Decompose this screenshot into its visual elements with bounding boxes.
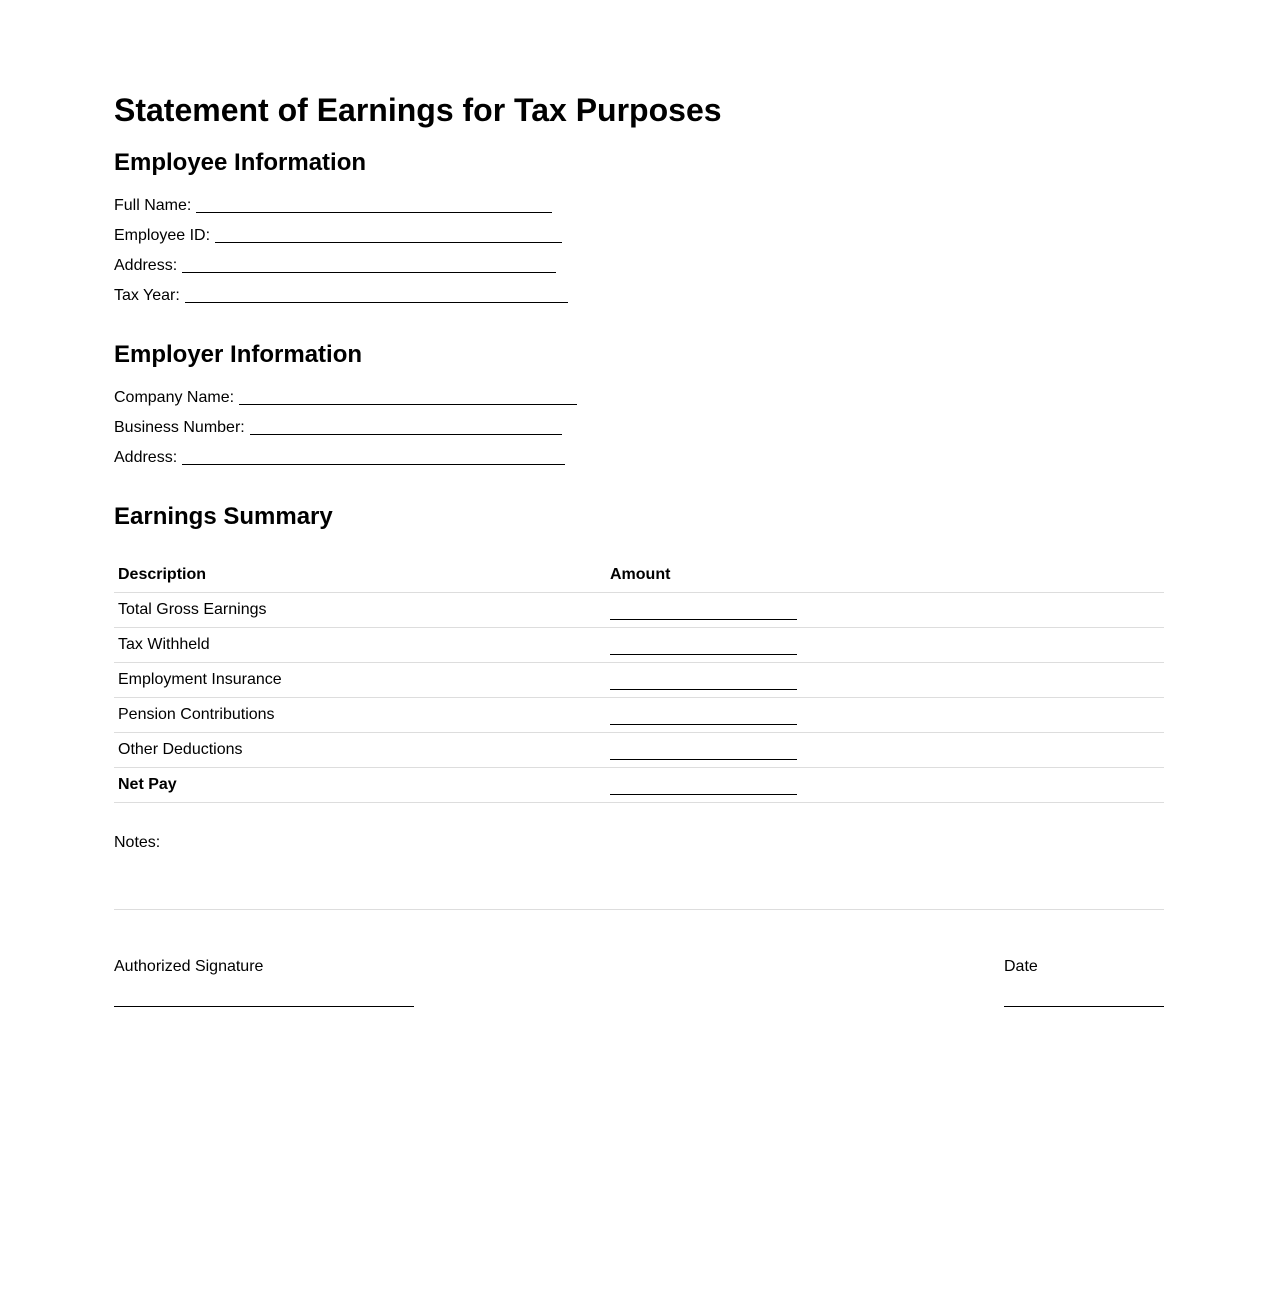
row-description: Other Deductions [114,733,606,768]
authorized-signature-block [114,957,414,1007]
tax-year-row [114,281,1164,311]
employer-heading: Employer Information [114,341,363,368]
employer-fields [114,383,1164,473]
business-number-row [114,413,1164,443]
employer-section [114,339,1164,473]
row-description: Employment Insurance [114,663,606,698]
page-title: Statement of Earnings for Tax Purposes [114,92,722,128]
authorized-signature-label: Authorized Signature [114,958,264,975]
row-amount [606,593,1164,628]
tax-year-label: Tax Year: [114,287,180,304]
employee-section [114,147,1164,311]
other-deductions-amount-field[interactable] [610,745,797,760]
table-row [114,628,1164,663]
business-number-field[interactable] [250,417,562,435]
document-content [114,88,1164,1027]
full-name-label: Full Name: [114,197,192,214]
table-header-row [114,557,1164,593]
earnings-section [114,501,1164,803]
employer-address-label: Address: [114,449,178,466]
table-row [114,768,1164,803]
employer-address-row [114,443,1164,473]
employee-address-row [114,251,1164,281]
employer-address-field[interactable] [182,447,565,465]
row-description: Pension Contributions [114,698,606,733]
tax-withheld-amount-field[interactable] [610,640,797,655]
table-row [114,733,1164,768]
row-amount [606,663,1164,698]
net-pay-amount-field[interactable] [610,780,797,795]
notes-label: Notes: [114,834,161,851]
table-row [114,593,1164,628]
gross-earnings-amount-field[interactable] [610,605,797,620]
authorized-signature-line[interactable] [114,1006,414,1007]
earnings-table [114,557,1164,803]
earnings-heading: Earnings Summary [114,503,333,530]
row-amount [606,698,1164,733]
pension-contributions-amount-field[interactable] [610,710,797,725]
employee-address-field[interactable] [182,255,556,273]
company-name-row [114,383,1164,413]
tax-year-field[interactable] [185,285,568,303]
table-row [114,663,1164,698]
row-description: Net Pay [114,768,606,803]
notes-area[interactable] [114,833,1164,910]
company-name-label: Company Name: [114,389,235,406]
employee-id-row [114,221,1164,251]
row-amount [606,768,1164,803]
employee-address-label: Address: [114,257,178,274]
employee-fields [114,191,1164,311]
row-amount [606,628,1164,663]
employee-heading: Employee Information [114,149,367,176]
employee-id-field[interactable] [215,225,562,243]
description-column-header: Description [114,557,606,593]
business-number-label: Business Number: [114,419,245,436]
employee-id-label: Employee ID: [114,227,211,244]
full-name-row [114,191,1164,221]
date-block [1004,957,1164,1007]
signature-section [114,957,1164,1027]
date-label: Date [1004,958,1038,975]
row-description: Tax Withheld [114,628,606,663]
employment-insurance-amount-field[interactable] [610,675,797,690]
company-name-field[interactable] [239,387,577,405]
date-line[interactable] [1004,1006,1164,1007]
row-amount [606,733,1164,768]
table-row [114,698,1164,733]
row-description: Total Gross Earnings [114,593,606,628]
amount-column-header: Amount [606,557,1164,593]
full-name-field[interactable] [196,195,552,213]
